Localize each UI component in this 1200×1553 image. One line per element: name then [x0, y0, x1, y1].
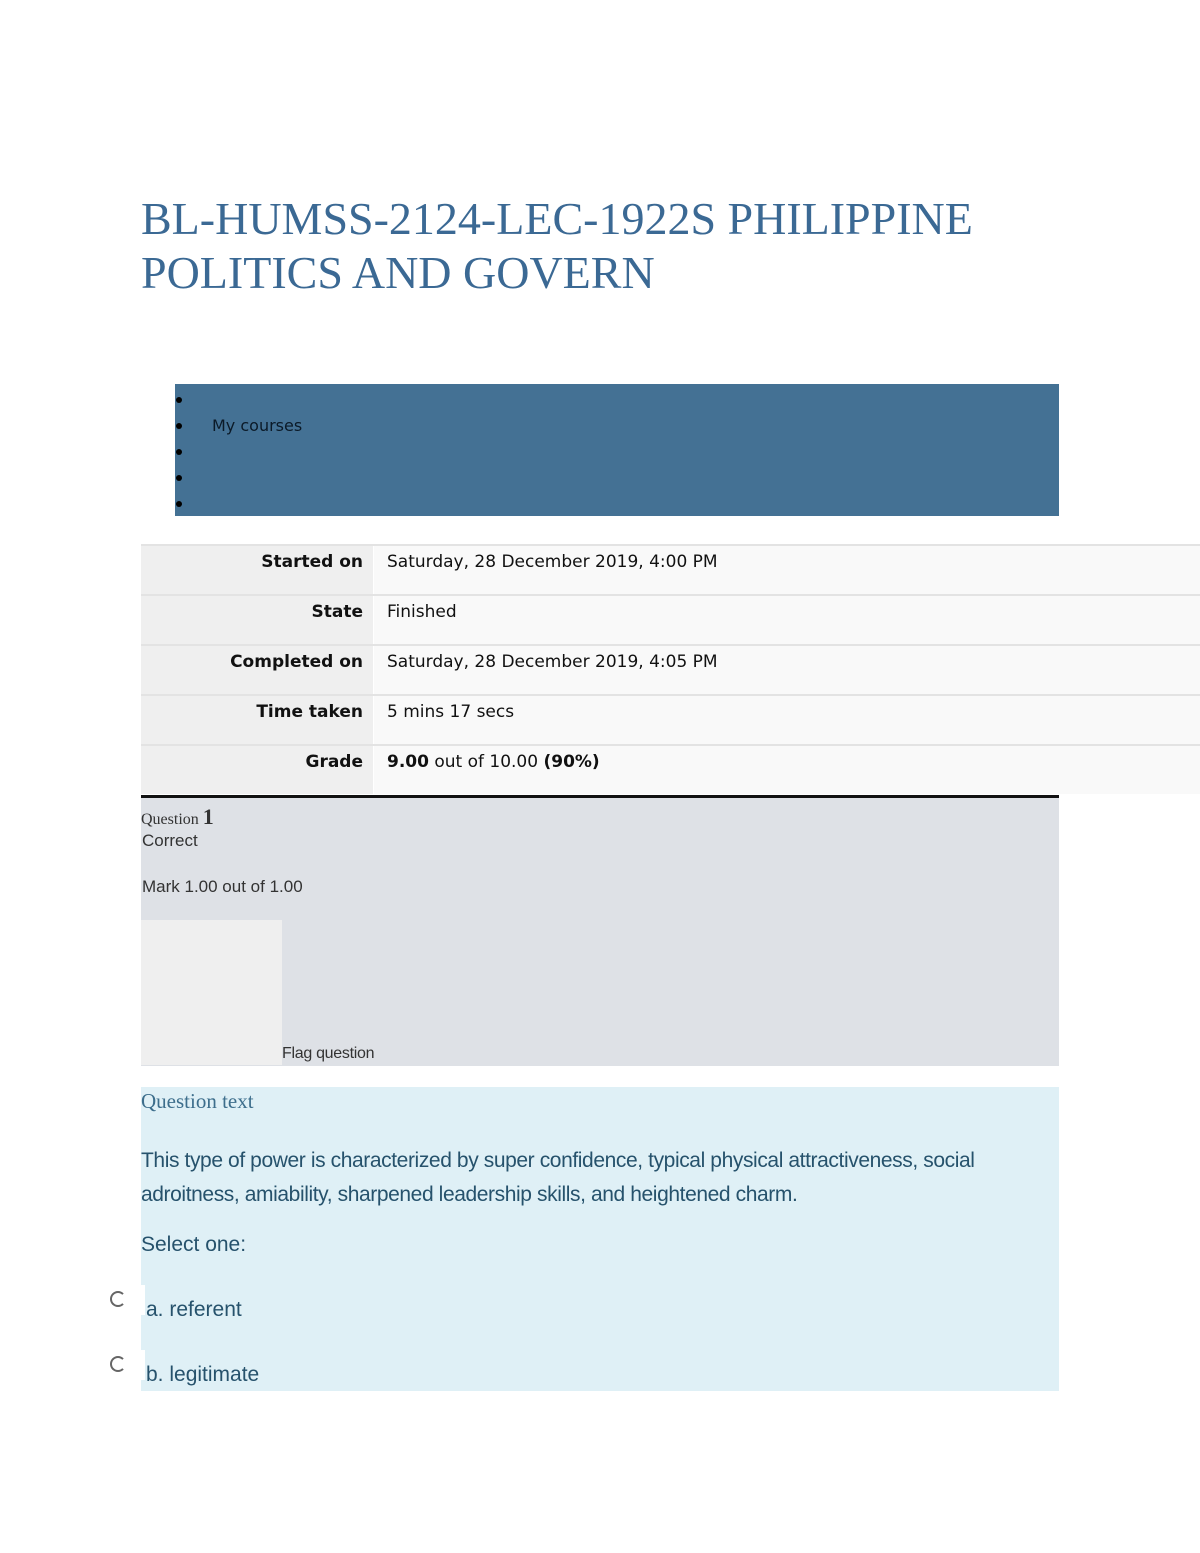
bullet-icon	[176, 423, 182, 429]
nav-item[interactable]	[175, 468, 475, 488]
option-b-radio[interactable]	[103, 1350, 145, 1380]
question-formulation	[141, 1087, 1059, 1391]
bullet-icon	[176, 397, 182, 403]
summary-row-state	[141, 594, 1200, 644]
summary-value: Finished	[374, 596, 1200, 644]
nav-item-my-courses[interactable]	[175, 416, 475, 436]
option-b-label[interactable]: b. legitimate	[146, 1363, 260, 1386]
nav-item-label: My courses	[212, 416, 303, 435]
summary-row-time-taken	[141, 694, 1200, 744]
course-title: BL-HUMSS-2124-LEC-1922S PHILIPPINE POLITICS AND GOVERN	[141, 193, 973, 298]
summary-value: Saturday, 28 December 2019, 4:05 PM	[374, 646, 1200, 694]
question-number-value: 1	[202, 804, 214, 829]
summary-label: Started on	[141, 546, 373, 594]
grade-score: 9.00	[387, 752, 429, 772]
nav-item[interactable]	[175, 390, 475, 410]
question-number: Question 1	[141, 804, 214, 829]
question-text-heading: Question text	[141, 1089, 254, 1113]
summary-row-started	[141, 544, 1200, 594]
question-state: Correct	[142, 831, 198, 850]
grade-out-of: out of 10.00	[428, 752, 544, 772]
radio-icon[interactable]	[110, 1356, 126, 1372]
summary-label: Grade	[141, 746, 373, 794]
grade-percent: (90%)	[543, 752, 600, 772]
summary-value: Saturday, 28 December 2019, 4:00 PM	[374, 546, 1200, 594]
summary-row-completed	[141, 644, 1200, 694]
answer-prompt: Select one:	[141, 1233, 247, 1256]
summary-value: 5 mins 17 secs	[374, 696, 1200, 744]
summary-label: State	[141, 596, 373, 644]
radio-icon[interactable]	[110, 1291, 126, 1307]
option-a-radio[interactable]	[103, 1285, 145, 1315]
bullet-icon	[176, 475, 182, 481]
bullet-icon	[176, 501, 182, 507]
question-info	[141, 795, 1059, 1066]
option-a-label[interactable]: a. referent	[146, 1298, 242, 1321]
summary-value	[374, 746, 1200, 794]
flag-question-link[interactable]: Flag question	[282, 1045, 375, 1062]
summary-row-grade	[141, 744, 1200, 794]
nav-item[interactable]	[175, 442, 475, 462]
summary-label: Completed on	[141, 646, 373, 694]
flag-icon[interactable]	[141, 920, 282, 1065]
nav-item[interactable]	[175, 494, 475, 514]
bullet-icon	[176, 449, 182, 455]
question-grade: Mark 1.00 out of 1.00	[142, 877, 303, 896]
navbar	[175, 384, 1059, 516]
question-text: This type of power is characterized by super confidence, typical physical attractiveness, social adroitness, amiability, sharpened leadership skills, and heightened charm.	[141, 1149, 975, 1206]
summary-label: Time taken	[141, 696, 373, 744]
